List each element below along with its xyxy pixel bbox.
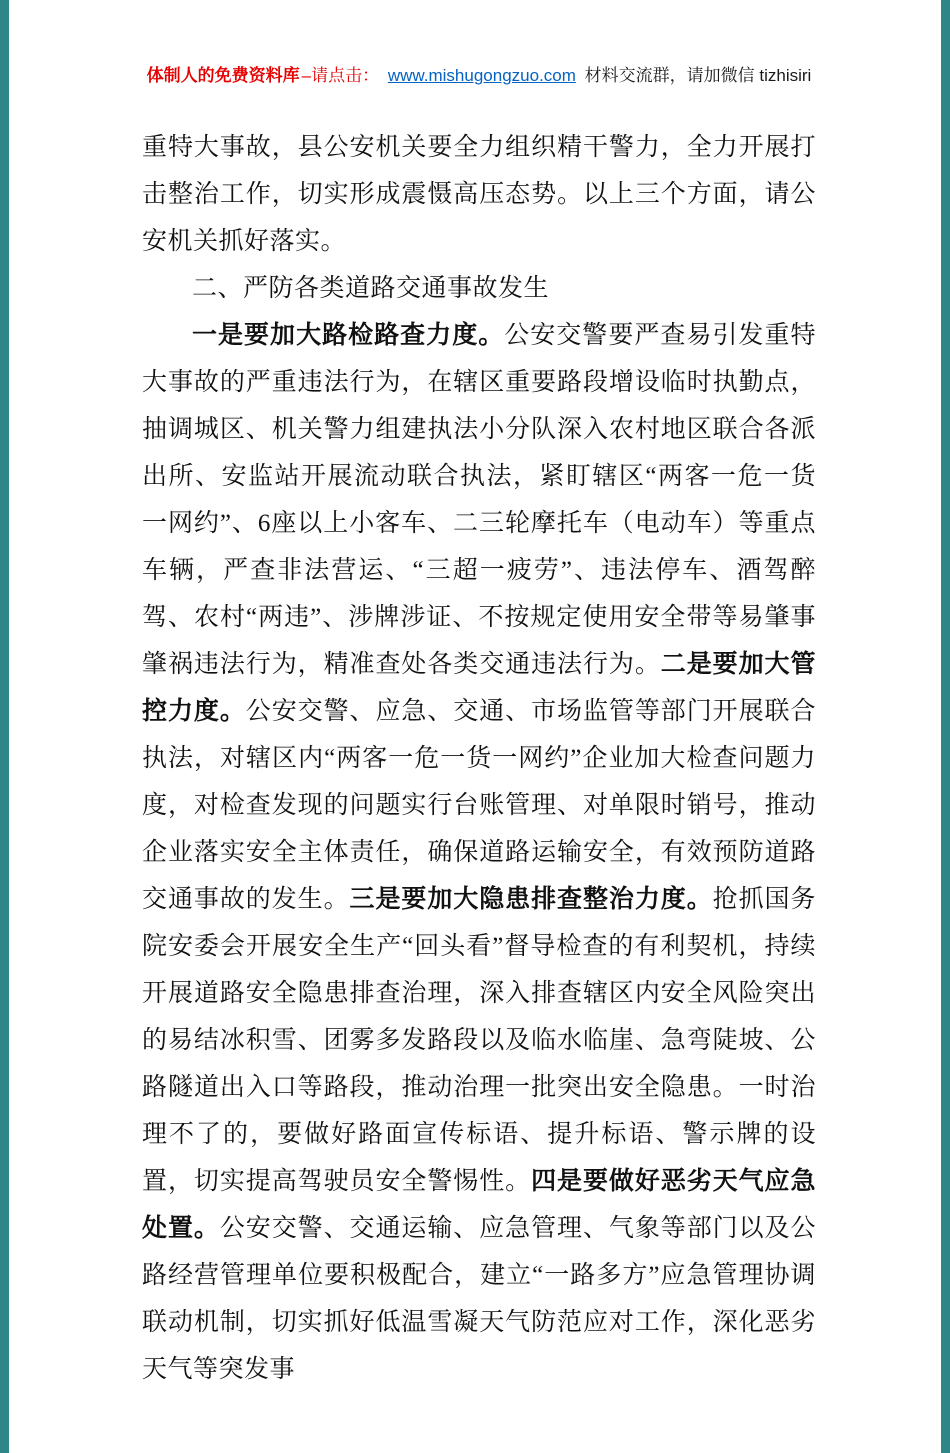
text-run: 抢抓国务院安委会开展安全生产“回头看”督导检查的有利契机，持续开展道路安全隐患排查治理，深入排查辖区内安全风险突出的易结冰积雪、团雾多发路段以及临水临崖、急弯陡坡、公路隧道出入口等路段，推动治理一批突出安全隐患。一时治理不了的，要做好路面宣传标语、提升标语、警示牌的设置，切实提高驾驶员安全警惕性。 xyxy=(142,886,816,1195)
bold-run: 四是要做好恶劣天气应急处置。 xyxy=(142,1168,816,1242)
section-heading xyxy=(142,265,816,312)
promo-link[interactable]: www.mishugongzuo.com xyxy=(387,66,576,85)
promo-header xyxy=(142,64,816,88)
click-prompt: –请点击： xyxy=(301,66,380,85)
bold-run: 一是要加大路检路查力度。 xyxy=(192,322,505,349)
text-run: 公安交警、交通运输、应急管理、气象等部门以及公路经营管理单位要积极配合，建立“一路多方”应急管理协调联动机制，切实抓好低温雪凝天气防范应对工作，深化恶劣天气等突发事 xyxy=(142,1215,816,1383)
bold-run: 二是要加大管控力度。 xyxy=(142,651,816,725)
paragraph-main xyxy=(142,312,816,1393)
text-run: 二、严防各类道路交通事故发生 xyxy=(192,275,550,302)
contact-text: 材料交流群，请加微信 tizhisiri xyxy=(584,66,812,85)
paragraph-continuation xyxy=(142,124,816,265)
text-run: 公安交警要严查易引发重特大事故的严重违法行为，在辖区重要路段增设临时执勤点，抽调城区、机关警力组建执法小分队深入农村地区联合各派出所、安监站开展流动联合执法，紧盯辖区“两客一危一货一网约”、6座以上小客车、二三轮摩托车（电动车）等重点车辆，严查非法营运、“三超一疲劳”、违法停车、酒驾醉驾、农村“两违”、涉牌涉证、不按规定使用安全带等易肇事肇祸违法行为，精准查处各类交通违法行为。 xyxy=(142,322,816,678)
brand-text: 体制人的免费资料库 xyxy=(146,66,300,85)
document-body xyxy=(142,124,816,1393)
text-run: 公安交警、应急、交通、市场监管等部门开展联合执法，对辖区内“两客一危一货一网约”企业加大检查问题力度，对检查发现的问题实行台账管理、对单限时销号，推动企业落实安全主体责任，确保道路运输安全，有效预防道路交通事故的发生。 xyxy=(142,698,816,913)
bold-run: 三是要加大隐患排查整治力度。 xyxy=(349,886,713,913)
text-run: 重特大事故，县公安机关要全力组织精干警力，全力开展打击整治工作，切实形成震慑高压态势。以上三个方面，请公安机关抓好落实。 xyxy=(142,134,816,255)
